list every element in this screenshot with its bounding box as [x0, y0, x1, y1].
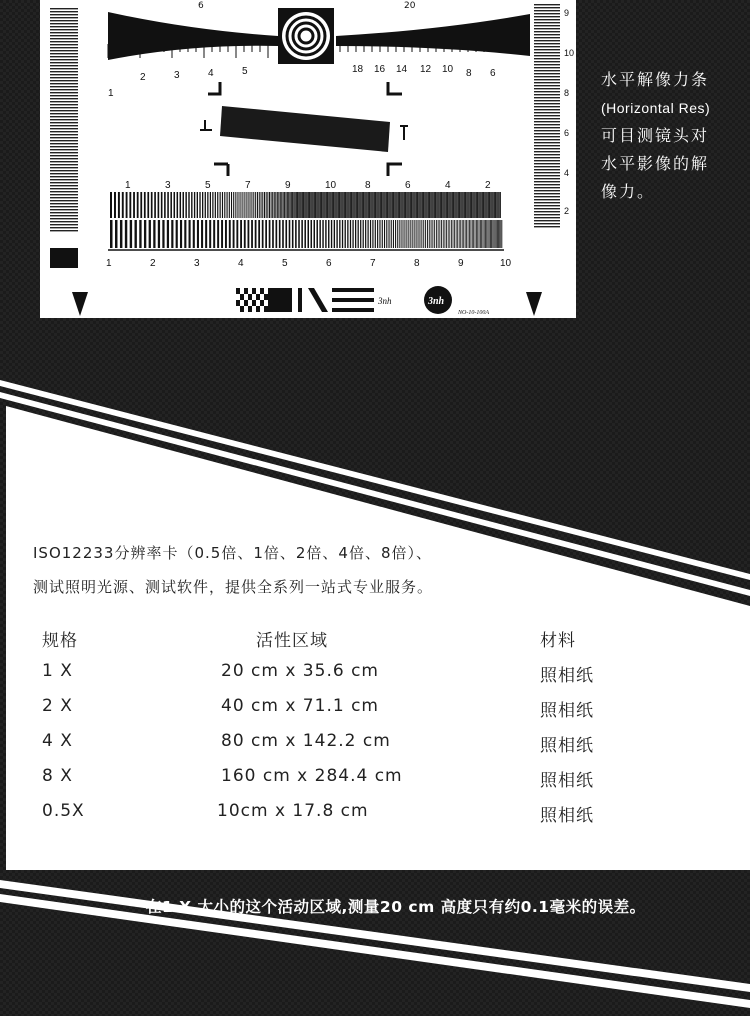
svg-text:4: 4	[564, 168, 570, 178]
svg-text:12: 12	[420, 64, 432, 75]
svg-text:6: 6	[326, 258, 332, 269]
cell-area: 80 cm x 142.2 cm	[221, 731, 391, 751]
caption-line: 水平影像的解	[601, 154, 710, 173]
svg-text:20: 20	[404, 1, 416, 11]
cell-size: 2 X	[42, 696, 73, 716]
svg-text:3: 3	[174, 70, 180, 81]
header-size: 规格	[42, 631, 78, 651]
table-row	[0, 696, 750, 731]
svg-text:1: 1	[108, 88, 114, 99]
svg-text:1: 1	[106, 258, 112, 269]
svg-text:5: 5	[205, 180, 211, 191]
svg-text:1: 1	[125, 180, 131, 191]
svg-text:6: 6	[198, 1, 204, 11]
table-row	[0, 661, 750, 696]
svg-text:5: 5	[242, 66, 248, 77]
svg-text:2: 2	[140, 72, 146, 83]
svg-text:NO-10-100A: NO-10-100A	[458, 310, 489, 316]
header-material: 材料	[540, 631, 576, 651]
svg-text:4: 4	[208, 68, 214, 79]
caption-line: 水平解像力条	[601, 70, 710, 89]
cell-area: 40 cm x 71.1 cm	[221, 696, 379, 716]
svg-text:3: 3	[194, 258, 200, 269]
svg-text:8: 8	[564, 88, 570, 98]
svg-text:9: 9	[458, 258, 464, 269]
svg-text:4: 4	[238, 258, 244, 269]
svg-text:2: 2	[564, 206, 570, 216]
bottom-note: 在1 X 大小的这个活动区域,测量20 cm 高度只有约0.1毫米的误差。	[146, 898, 646, 916]
intro-line: ISO12233分辨率卡（0.5倍、1倍、2倍、4倍、8倍）、	[33, 544, 432, 562]
cell-area: 160 cm x 284.4 cm	[221, 766, 403, 786]
intro-line: 测试照明光源、测试软件，提供全系列一站式专业服务。	[33, 578, 434, 596]
svg-text:2: 2	[485, 180, 491, 191]
svg-text:4: 4	[445, 180, 451, 191]
cell-material: 照相纸	[540, 806, 594, 826]
svg-text:6: 6	[490, 68, 496, 79]
table-row	[0, 766, 750, 801]
header-active-area: 活性区域	[256, 631, 328, 651]
cell-material: 照相纸	[540, 701, 594, 721]
table-header-row	[0, 626, 750, 661]
cell-size: 4 X	[42, 731, 73, 751]
svg-text:3nh: 3nh	[428, 296, 445, 307]
svg-text:9: 9	[564, 8, 570, 18]
svg-text:7: 7	[245, 180, 251, 191]
svg-text:7: 7	[370, 258, 376, 269]
svg-text:10: 10	[564, 48, 575, 58]
svg-text:8: 8	[414, 258, 420, 269]
svg-text:2: 2	[150, 258, 156, 269]
svg-text:9: 9	[285, 180, 291, 191]
svg-text:5: 5	[282, 258, 288, 269]
svg-text:3nh: 3nh	[378, 296, 392, 306]
caption-line: 像力。	[601, 182, 656, 201]
cell-size: 0.5X	[42, 801, 85, 821]
svg-text:18: 18	[352, 64, 364, 75]
svg-text:8: 8	[365, 180, 371, 191]
cell-size: 1 X	[42, 661, 73, 681]
table-row	[0, 731, 750, 766]
svg-text:8: 8	[466, 68, 472, 79]
svg-text:3: 3	[165, 180, 171, 191]
cell-material: 照相纸	[540, 666, 594, 686]
spec-table	[0, 626, 750, 836]
svg-text:10: 10	[500, 258, 512, 269]
svg-text:16: 16	[374, 64, 386, 75]
svg-text:10: 10	[442, 64, 454, 75]
svg-text:10: 10	[325, 180, 337, 191]
cell-material: 照相纸	[540, 771, 594, 791]
caption-line: (Horizontal Res)	[601, 100, 711, 116]
svg-text:6: 6	[405, 180, 411, 191]
caption-line: 可目测镜头对	[601, 126, 710, 145]
cell-area: 10cm x 17.8 cm	[217, 801, 369, 821]
table-row	[0, 801, 750, 836]
svg-text:14: 14	[396, 64, 408, 75]
cell-area: 20 cm x 35.6 cm	[221, 661, 379, 681]
svg-text:6: 6	[564, 128, 570, 138]
cell-material: 照相纸	[540, 736, 594, 756]
cell-size: 8 X	[42, 766, 73, 786]
